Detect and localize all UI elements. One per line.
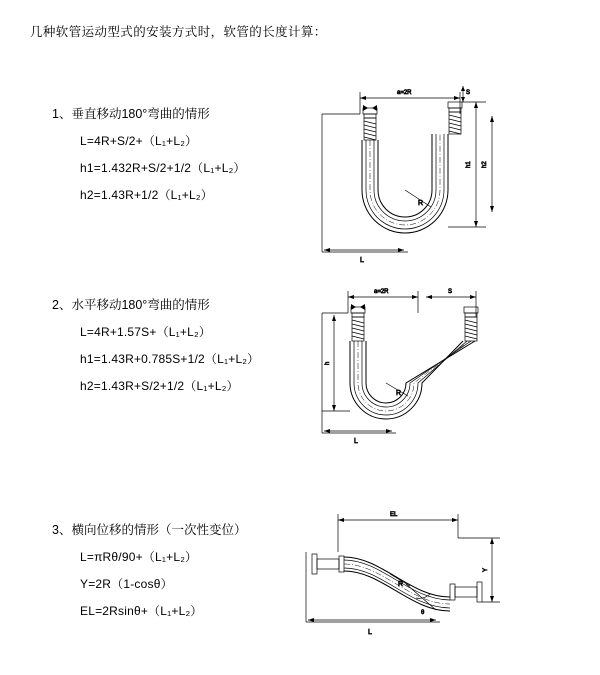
svg-text:a=2R: a=2R <box>374 289 389 295</box>
svg-text:Y: Y <box>483 567 489 572</box>
svg-text:L: L <box>368 629 372 636</box>
section-3-text <box>52 520 302 629</box>
section-2-title: 2、水平移动180°弯曲的情形 <box>52 298 210 312</box>
svg-text:a=2R: a=2R <box>397 90 412 96</box>
section-3-figure <box>290 502 505 642</box>
lateral-offset-diagram <box>290 502 505 642</box>
section-1-figure <box>300 72 510 272</box>
section-2-text <box>52 295 302 404</box>
svg-text:S: S <box>466 90 471 96</box>
section-1-formula-2: h1=1.432R+S/2+1/2（L₁+L₂） <box>80 161 246 175</box>
section-3-title: 3、横向位移的情形（一次性变位） <box>52 523 247 537</box>
svg-text:L: L <box>360 257 364 264</box>
svg-text:R: R <box>398 581 404 588</box>
section-2-formula-2: h1=1.43R+0.785S+1/2（L₁+L₂） <box>80 352 260 366</box>
horizontal-180-bend-diagram <box>300 283 510 473</box>
section-2-figure <box>300 283 510 473</box>
svg-text:R: R <box>396 390 402 397</box>
section-2-formula-1: L=4R+1.57S+（L₁+L₂） <box>80 325 212 339</box>
section-1-formula-1: L=4R+S/2+（L₁+L₂） <box>80 134 198 148</box>
section-3-formula-2: Y=2R（1-cosθ） <box>80 577 173 591</box>
vertical-180-bend-diagram <box>300 72 510 272</box>
section-1-formula-3: h2=1.43R+1/2（L₁+L₂） <box>80 188 213 202</box>
svg-text:h2: h2 <box>482 161 488 168</box>
page-title: 几种软管运动型式的安装方式时，软管的长度计算： <box>30 25 327 39</box>
section-1-title: 1、垂直移动180°弯曲的情形 <box>52 107 210 121</box>
svg-text:θ: θ <box>421 610 425 616</box>
section-1-text <box>52 104 302 213</box>
section-2-formula-3: h2=1.43R+S/2+1/2（L₁+L₂） <box>80 379 239 393</box>
svg-text:h1: h1 <box>466 161 472 168</box>
section-3-formula-3: EL=2Rsinθ+（L₁+L₂） <box>80 604 203 618</box>
svg-text:S: S <box>448 289 453 295</box>
svg-text:L: L <box>354 438 358 445</box>
svg-text:h: h <box>325 361 331 365</box>
svg-text:EL: EL <box>390 512 398 518</box>
svg-text:R: R <box>418 200 424 207</box>
section-3-formula-1: L=πRθ/90+（L₁+L₂） <box>80 550 198 564</box>
